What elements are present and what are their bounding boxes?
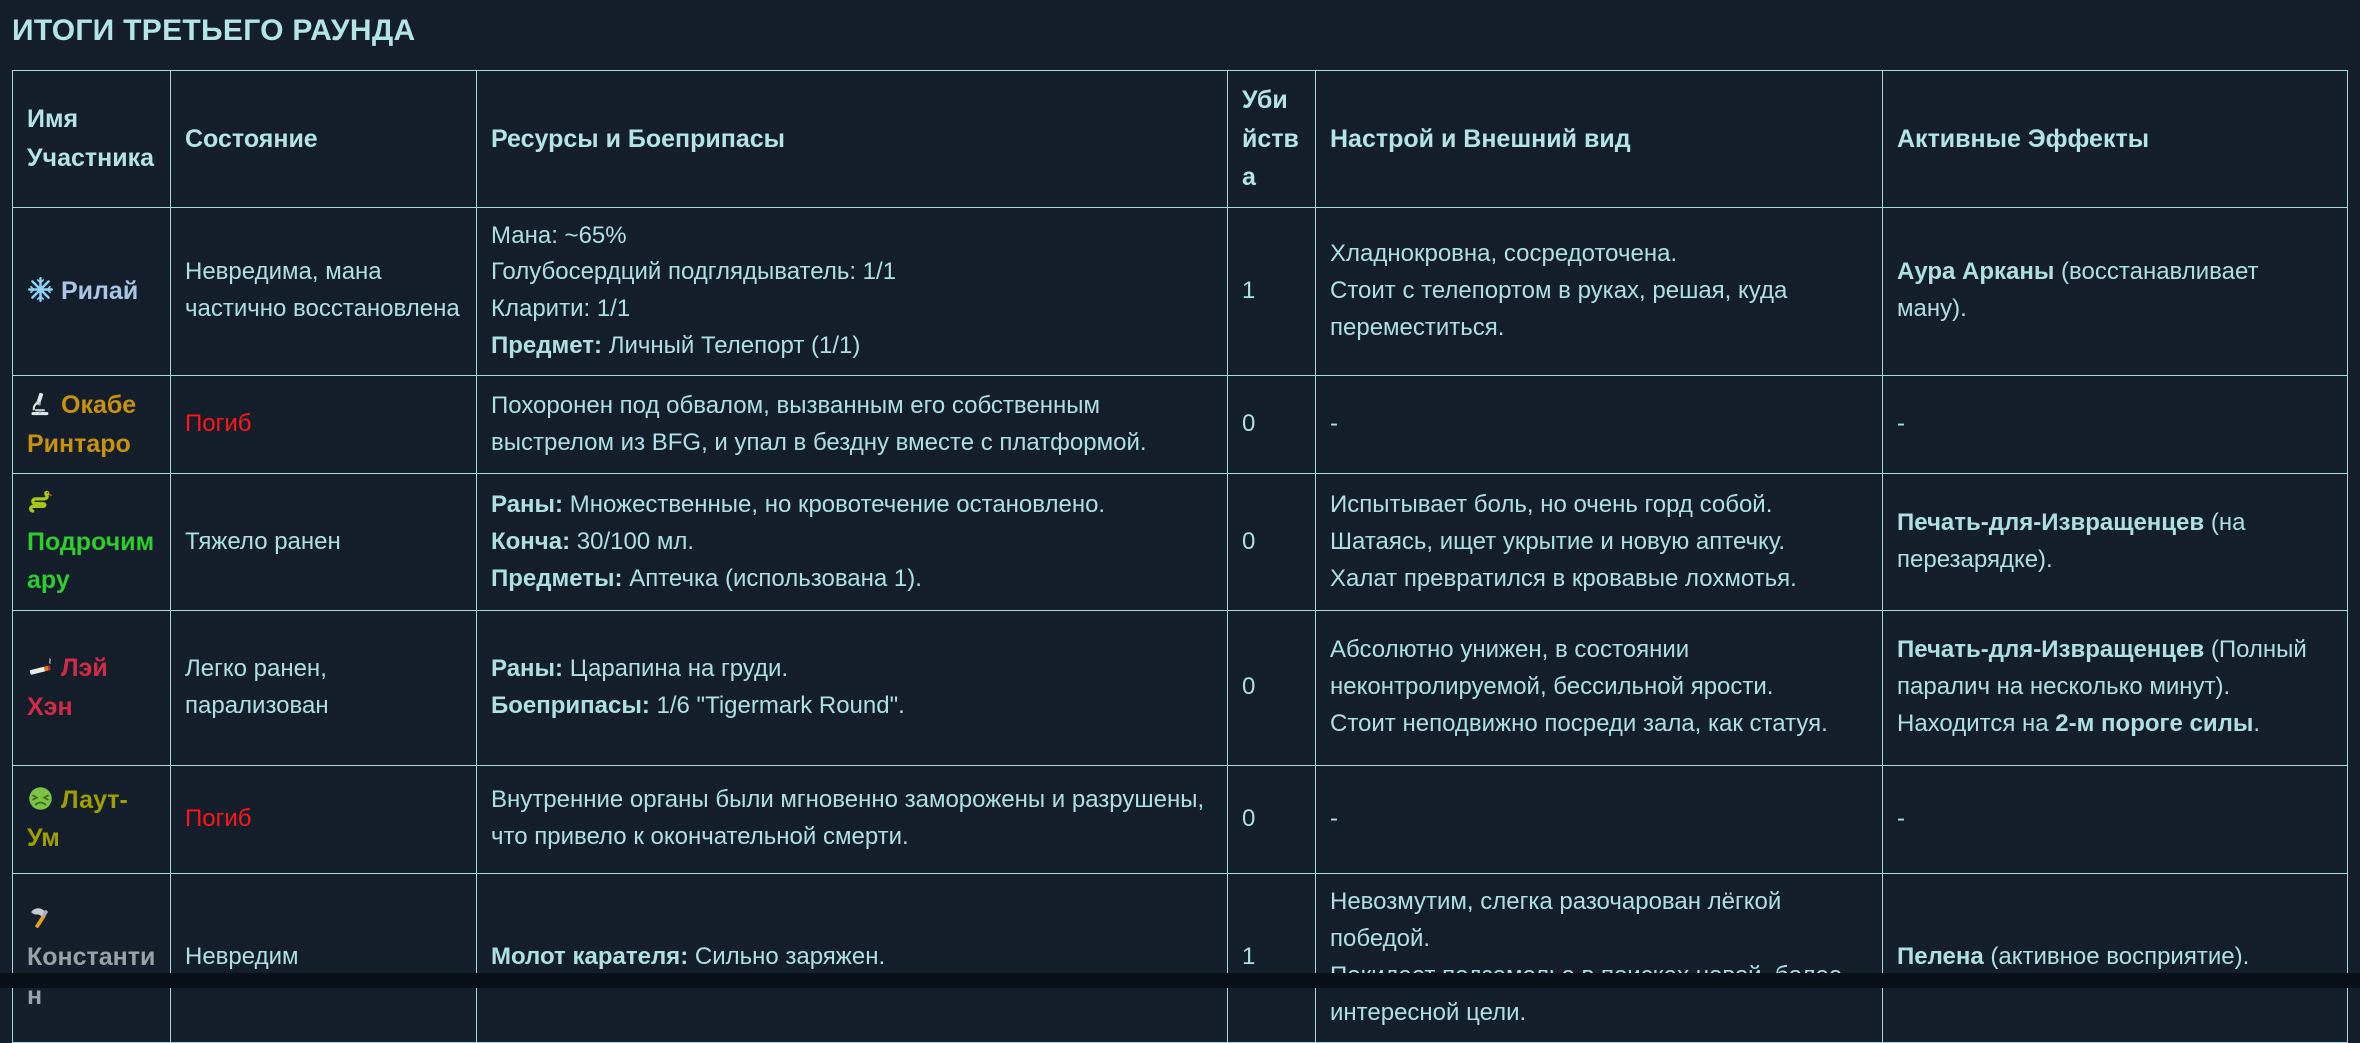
text-line: Испытывает боль, но очень горд собой. — [1330, 487, 1868, 524]
column-header-4: Настрой и Внешний вид — [1316, 71, 1883, 208]
mood-cell — [1316, 376, 1883, 474]
column-header-5: Активные Эффекты — [1883, 71, 2348, 208]
table-row — [13, 610, 2348, 765]
effects-cell — [1883, 610, 2348, 765]
text-line: Невозмутим, слегка разочарован лёгкой победой. — [1330, 884, 1868, 958]
text-line: Печать-для-Извращенцев (на перезарядке). — [1897, 505, 2333, 579]
participant-name-cell — [13, 765, 171, 873]
participant-name-cell — [13, 376, 171, 474]
resources-cell — [477, 207, 1228, 376]
resources-cell — [477, 765, 1228, 873]
column-header-2: Ресурсы и Боеприпасы — [477, 71, 1228, 208]
text-line: Похоронен под обвалом, вызванным его собственным выстрелом из BFG, и упал в бездну вместе с платформой. — [491, 388, 1213, 462]
mood-cell — [1316, 207, 1883, 376]
table-body — [13, 207, 2348, 1042]
text-line: Хладнокровна, сосредоточена. — [1330, 236, 1868, 273]
text-line: - — [1330, 406, 1868, 443]
text-line: Шатаясь, ищет укрытие и новую аптечку. — [1330, 524, 1868, 561]
status-cell: Невредима, мана частично восстановлена — [171, 207, 477, 376]
column-header-0: Имя Участника — [13, 71, 171, 208]
effects-cell — [1883, 474, 2348, 611]
resources-cell — [477, 873, 1228, 1042]
participant-name-cell — [13, 873, 171, 1042]
text-line: Печать-для-Извращенцев (Полный паралич на несколько минут). — [1897, 632, 2333, 706]
text-line: Стоит с телепортом в руках, решая, куда переместиться. — [1330, 273, 1868, 347]
table-row — [13, 207, 2348, 376]
text-line: Стоит неподвижно посреди зала, как статуя. — [1330, 706, 1868, 743]
table-header-row — [13, 71, 2348, 208]
table-row — [13, 765, 2348, 873]
status-cell: Погиб — [171, 765, 477, 873]
kills-cell: 0 — [1228, 474, 1316, 611]
effects-cell — [1883, 873, 2348, 1042]
status-cell: Погиб — [171, 376, 477, 474]
text-line: - — [1897, 406, 2333, 443]
cigarette-icon — [27, 653, 54, 680]
mood-cell — [1316, 765, 1883, 873]
text-line: Боеприпасы: 1/6 "Tigermark Round". — [491, 688, 1213, 725]
text-line: Голубосердций подглядыватель: 1/1 — [491, 254, 1213, 291]
snowflake-icon — [27, 276, 54, 303]
column-header-1: Состояние — [171, 71, 477, 208]
text-line: Раны: Царапина на груди. — [491, 651, 1213, 688]
status-cell: Невредим — [171, 873, 477, 1042]
text-line: Пелена (активное восприятие). — [1897, 939, 2333, 976]
participant-name-cell — [13, 474, 171, 611]
text-line: Абсолютно унижен, в состоянии неконтролируемой, бессильной ярости. — [1330, 632, 1868, 706]
column-header-3: Убийства — [1228, 71, 1316, 208]
kills-cell: 0 — [1228, 765, 1316, 873]
effects-cell — [1883, 376, 2348, 474]
text-line: - — [1897, 801, 2333, 838]
text-line: Халат превратился в кровавые лохмотья. — [1330, 561, 1868, 598]
resources-cell — [477, 376, 1228, 474]
status-cell: Тяжело ранен — [171, 474, 477, 611]
mood-cell — [1316, 474, 1883, 611]
text-line: Находится на 2-м пороге силы. — [1897, 706, 2333, 743]
text-line: Предмет: Личный Телепорт (1/1) — [491, 328, 1213, 365]
hammer-icon — [27, 904, 54, 931]
effects-cell — [1883, 207, 2348, 376]
participant-name: Лаут-Ум — [27, 786, 128, 853]
text-line: Конча: 30/100 мл. — [491, 524, 1213, 561]
table-row — [13, 873, 2348, 1042]
nauseated-face-icon — [27, 785, 54, 812]
text-line: Молот карателя: Сильно заряжен. — [491, 939, 1213, 976]
resources-cell — [477, 610, 1228, 765]
participant-name-cell — [13, 610, 171, 765]
bottom-strip — [0, 973, 2360, 988]
participant-name: Окабе Ринтаро — [27, 391, 136, 458]
text-line: Мана: ~65% — [491, 218, 1213, 255]
text-line: Раны: Множественные, но кровотечение остановлено. — [491, 487, 1213, 524]
participant-name: Константин — [27, 943, 155, 1010]
participant-name: Подрочимару — [27, 528, 154, 595]
kills-cell: 0 — [1228, 610, 1316, 765]
round-results-table — [12, 70, 2348, 1043]
kills-cell: 1 — [1228, 207, 1316, 376]
participant-name-cell — [13, 207, 171, 376]
status-cell: Легко ранен, парализован — [171, 610, 477, 765]
text-line: Покидает подземелье в поисках новой, более интересной цели. — [1330, 958, 1868, 1032]
text-line: Внутренние органы были мгновенно заморожены и разрушены, что привело к окончательной смерти. — [491, 782, 1213, 856]
text-line: Аура Арканы (восстанавливает ману). — [1897, 254, 2333, 328]
text-line: Кларити: 1/1 — [491, 291, 1213, 328]
kills-cell: 1 — [1228, 873, 1316, 1042]
text-line: - — [1330, 801, 1868, 838]
kills-cell: 0 — [1228, 376, 1316, 474]
participant-name: Лэй Хэн — [27, 654, 108, 721]
text-line: Предметы: Аптечка (использована 1). — [491, 561, 1213, 598]
table-row — [13, 474, 2348, 611]
mood-cell — [1316, 610, 1883, 765]
page-title: ИТОГИ ТРЕТЬЕГО РАУНДА — [12, 14, 2346, 48]
microscope-icon — [27, 390, 54, 417]
snake-icon — [27, 488, 54, 515]
table-row — [13, 376, 2348, 474]
resources-cell — [477, 474, 1228, 611]
participant-name: Рилай — [61, 277, 138, 305]
effects-cell — [1883, 765, 2348, 873]
mood-cell — [1316, 873, 1883, 1042]
